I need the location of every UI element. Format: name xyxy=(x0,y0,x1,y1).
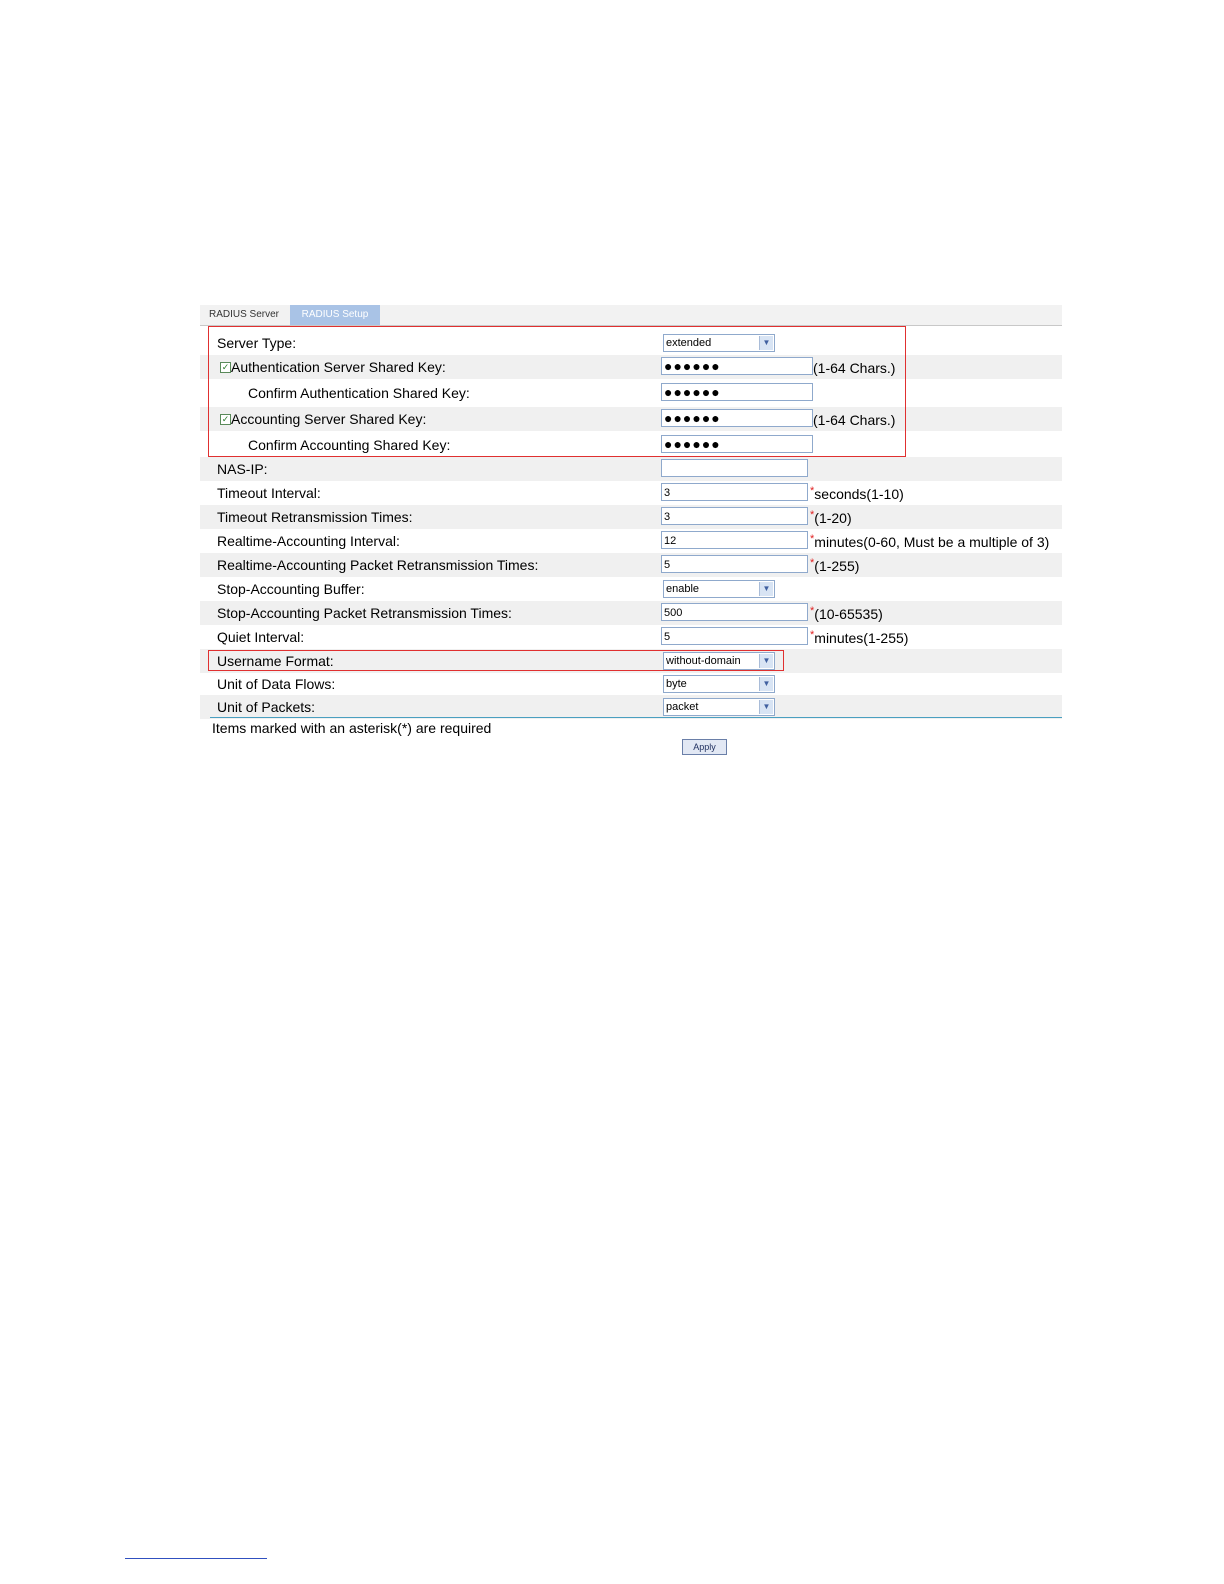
unit-data-flows-value: byte xyxy=(666,678,687,690)
rt-acct-retrans-hint-wrap xyxy=(810,553,859,579)
server-type-label: Server Type: xyxy=(217,335,297,351)
required-star: * xyxy=(810,533,815,545)
auth-key-checkbox[interactable]: ✓ xyxy=(221,362,230,372)
timeout-interval-hint: seconds(1-10) xyxy=(814,486,904,502)
confirm-acct-key-label: Confirm Accounting Shared Key: xyxy=(248,437,451,453)
required-star: * xyxy=(810,629,815,641)
footer-divider xyxy=(210,717,1062,718)
username-format-label: Username Format: xyxy=(217,653,334,669)
chevron-down-icon: ▼ xyxy=(759,336,773,350)
auth-key-hint: (1-64 Chars.) xyxy=(813,360,896,376)
unit-packets-value: packet xyxy=(666,701,699,713)
timeout-retrans-label: Timeout Retransmission Times: xyxy=(217,509,413,525)
rt-acct-interval-hint-wrap xyxy=(810,529,1049,555)
row-username-format xyxy=(200,649,1062,673)
footnote-rule xyxy=(125,1558,267,1559)
row-confirm-auth-key xyxy=(200,381,1062,405)
stop-acct-buffer-value: enable xyxy=(666,583,700,595)
acct-key-input[interactable]: ●●●●●● xyxy=(661,409,813,427)
chevron-down-icon: ▼ xyxy=(759,677,773,691)
confirm-auth-key-input[interactable]: ●●●●●● xyxy=(661,383,813,401)
auth-key-label: Authentication Server Shared Key: xyxy=(231,359,446,375)
row-unit-data-flows xyxy=(200,672,1062,696)
required-star: * xyxy=(810,557,815,569)
confirm-acct-key-input[interactable]: ●●●●●● xyxy=(661,435,813,453)
row-stop-acct-buffer xyxy=(200,577,1062,601)
acct-key-hint: (1-64 Chars.) xyxy=(813,412,896,428)
rt-acct-retrans-hint: (1-255) xyxy=(814,558,860,574)
nas-ip-input[interactable] xyxy=(661,459,808,477)
quiet-interval-hint-wrap xyxy=(810,625,908,651)
row-quiet-interval xyxy=(200,625,1062,649)
username-format-value: without-domain xyxy=(666,655,741,667)
stop-acct-buffer-label: Stop-Accounting Buffer: xyxy=(217,581,365,597)
timeout-retrans-input[interactable]: 3 xyxy=(661,507,808,525)
row-rt-acct-retrans xyxy=(200,553,1062,577)
row-rt-acct-interval xyxy=(200,529,1062,553)
timeout-interval-hint-wrap xyxy=(810,481,904,507)
stop-acct-retrans-hint: (10-65535) xyxy=(814,606,883,622)
required-star: * xyxy=(810,485,815,497)
row-stop-acct-retrans xyxy=(200,601,1062,625)
apply-button[interactable]: Apply xyxy=(682,739,727,755)
quiet-interval-label: Quiet Interval: xyxy=(217,629,305,645)
radius-setup-panel xyxy=(200,305,1062,752)
timeout-interval-label: Timeout Interval: xyxy=(217,485,321,501)
stop-acct-buffer-select[interactable] xyxy=(663,580,775,598)
rt-acct-interval-hint: minutes(0-60, Must be a multiple of 3) xyxy=(814,534,1050,550)
timeout-retrans-hint: (1-20) xyxy=(814,510,852,526)
unit-packets-select[interactable] xyxy=(663,698,775,716)
tab-radius-server[interactable]: RADIUS Server xyxy=(208,309,279,320)
stop-acct-retrans-label: Stop-Accounting Packet Retransmission Times: xyxy=(217,605,512,621)
chevron-down-icon: ▼ xyxy=(759,700,773,714)
row-timeout-interval xyxy=(200,481,1062,505)
auth-key-input[interactable]: ●●●●●● xyxy=(661,357,813,375)
row-server-type xyxy=(200,331,1062,355)
chevron-down-icon: ▼ xyxy=(759,654,773,668)
rt-acct-retrans-label: Realtime-Accounting Packet Retransmission Times: xyxy=(217,557,539,573)
server-type-value: extended xyxy=(666,337,712,349)
confirm-auth-key-label: Confirm Authentication Shared Key: xyxy=(248,385,470,401)
required-note: Items marked with an asterisk(*) are required xyxy=(212,720,492,736)
unit-packets-label: Unit of Packets: xyxy=(217,699,316,715)
row-auth-key xyxy=(200,355,1062,379)
timeout-interval-input[interactable]: 3 xyxy=(661,483,808,501)
acct-key-checkbox[interactable]: ✓ xyxy=(221,414,230,424)
tab-radius-setup[interactable]: RADIUS Setup xyxy=(290,305,380,325)
rt-acct-interval-label: Realtime-Accounting Interval: xyxy=(217,533,400,549)
nas-ip-label: NAS-IP: xyxy=(217,461,268,477)
quiet-interval-input[interactable]: 5 xyxy=(661,627,808,645)
row-acct-key xyxy=(200,407,1062,431)
required-star: * xyxy=(810,605,815,617)
stop-acct-retrans-hint-wrap xyxy=(810,601,883,627)
quiet-interval-hint: minutes(1-255) xyxy=(814,630,909,646)
acct-key-label: Accounting Server Shared Key: xyxy=(231,411,427,427)
timeout-retrans-hint-wrap xyxy=(810,505,852,531)
row-unit-packets xyxy=(200,695,1062,719)
stop-acct-retrans-input[interactable]: 500 xyxy=(661,603,808,621)
row-nas-ip xyxy=(200,457,1062,481)
tab-bar xyxy=(200,305,1062,326)
required-star: * xyxy=(810,509,815,521)
row-timeout-retrans xyxy=(200,505,1062,529)
unit-data-flows-label: Unit of Data Flows: xyxy=(217,676,336,692)
row-confirm-acct-key xyxy=(200,433,1062,457)
username-format-select[interactable] xyxy=(663,652,775,670)
chevron-down-icon: ▼ xyxy=(759,582,773,596)
rt-acct-interval-input[interactable]: 12 xyxy=(661,531,808,549)
unit-data-flows-select[interactable] xyxy=(663,675,775,693)
rt-acct-retrans-input[interactable]: 5 xyxy=(661,555,808,573)
server-type-select[interactable] xyxy=(663,334,775,352)
